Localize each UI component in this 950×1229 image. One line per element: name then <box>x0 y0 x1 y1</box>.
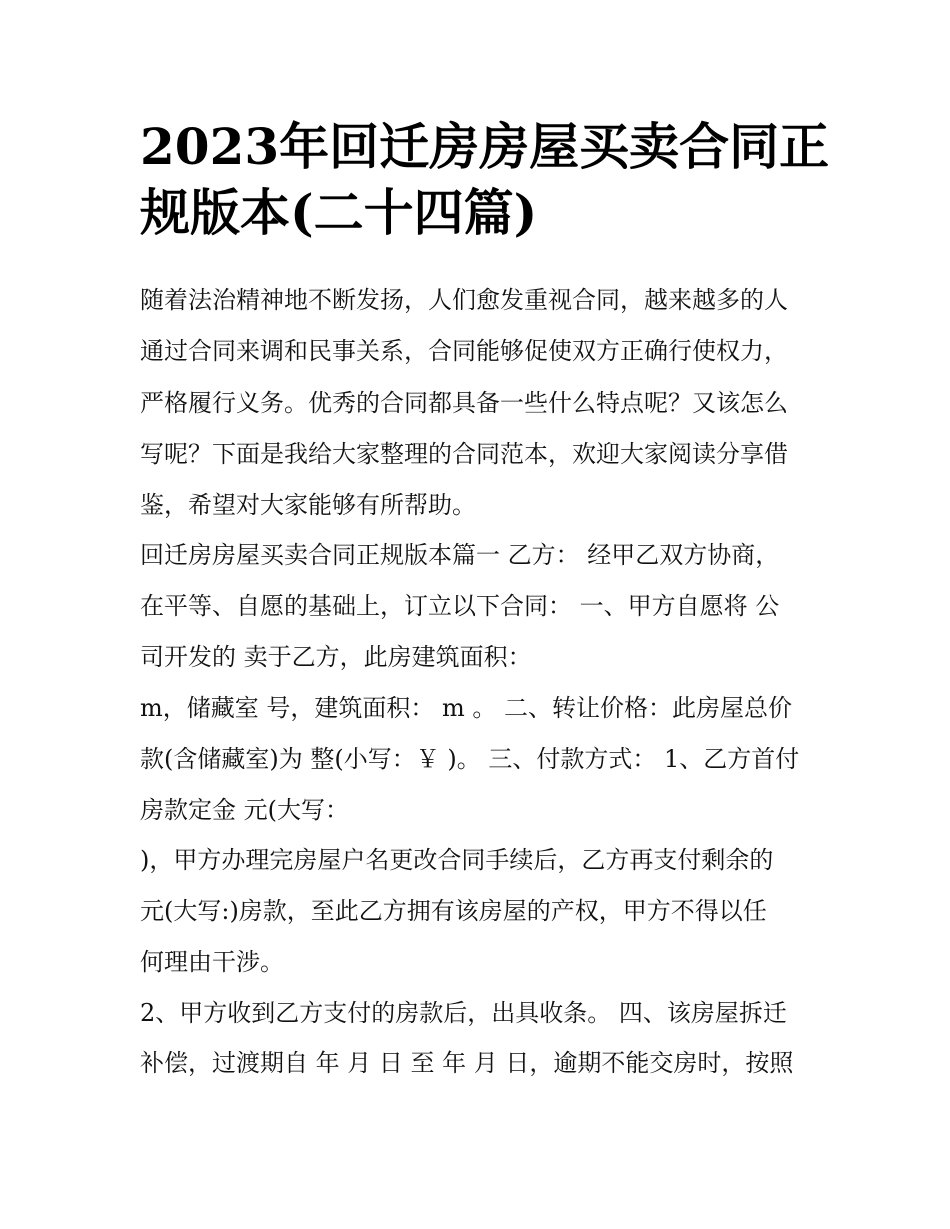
paragraph-line: 回迁房房屋买卖合同正规版本篇一 乙方： 经甲乙双方协商， <box>140 541 780 569</box>
paragraph-line: 通过合同来调和民事关系，合同能够促使双方正确行使权力， <box>140 337 788 365</box>
title-line-2: 规版本(二十四篇) <box>140 183 538 242</box>
paragraph-line: 元(大写:)房款，至此乙方拥有该房屋的产权，甲方不得以任 <box>140 897 767 925</box>
paragraph-line: 补偿，过渡期自 年 月 日 至 年 月 日，逾期不能交房时，按照 <box>140 1049 794 1077</box>
paragraph-line: 司开发的 卖于乙方，此房建筑面积： <box>140 643 532 671</box>
paragraph-line: 严格履行义务。优秀的合同都具备一些什么特点呢？又该怎么 <box>140 389 788 417</box>
paragraph-line: 在平等、自愿的基础上，订立以下合同： 一、甲方自愿将 公 <box>140 592 780 620</box>
title-line-1: 2023年回迁房房屋买卖合同正 <box>140 117 830 176</box>
document-title <box>140 114 830 246</box>
paragraph-line: 写呢？下面是我给大家整理的合同范本，欢迎大家阅读分享借 <box>140 440 788 468</box>
paragraph-line: 鉴，希望对大家能够有所帮助。 <box>140 491 476 519</box>
paragraph-line: 房款定金 元(大写： <box>140 796 349 824</box>
paragraph-line: 何理由干涉。 <box>140 948 284 976</box>
paragraph-line: )，甲方办理完房屋户名更改合同手续后，乙方再支付剩余的 <box>140 846 774 874</box>
paragraph-line: 随着法治精神地不断发扬，人们愈发重视合同，越来越多的人 <box>140 286 788 314</box>
paragraph-line: 2、甲方收到乙方支付的房款后，出具收条。 四、该房屋拆迁 <box>140 999 787 1027</box>
paragraph-line: m，储藏室 号，建筑面积： m 。 二、转让价格：此房屋总价 <box>140 694 793 722</box>
paragraph-line: 款(含储藏室)为 整(小写：￥ )。 三、付款方式： 1、乙方首付 <box>140 745 800 773</box>
